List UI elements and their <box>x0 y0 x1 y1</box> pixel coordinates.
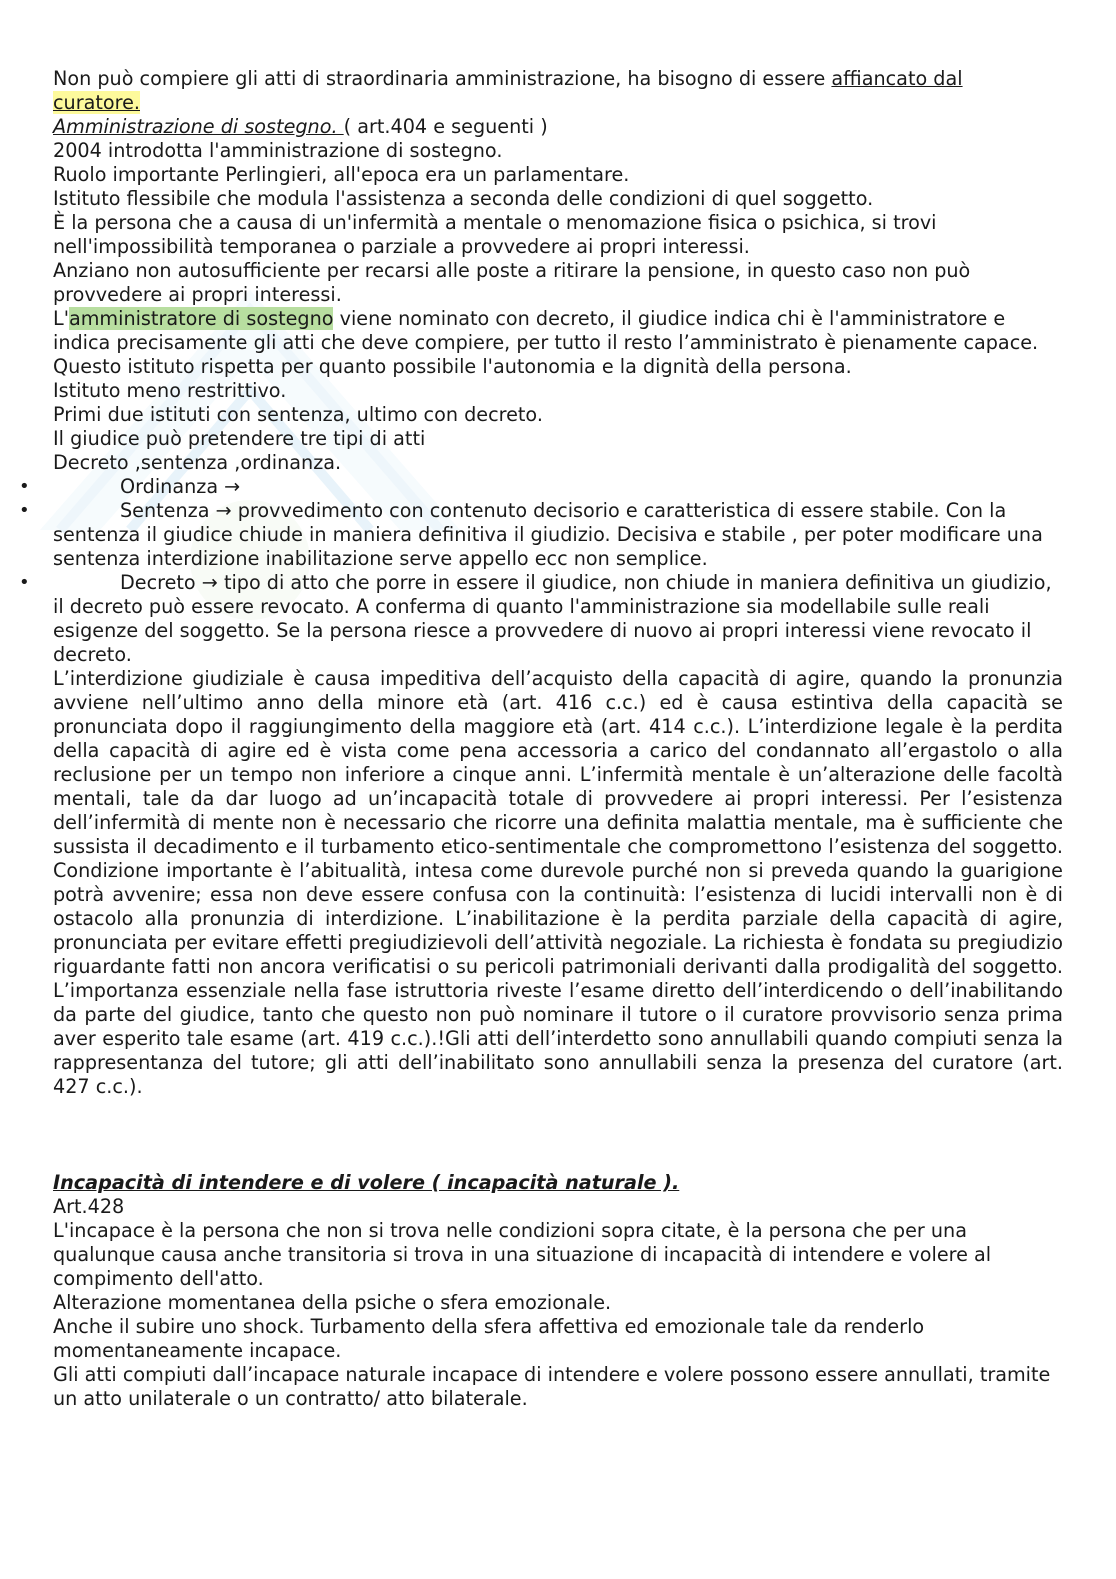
paragraph-straordinaria <box>53 67 1063 115</box>
article-reference: ( art.404 e seguenti ) <box>343 115 548 138</box>
bullet-icon: • <box>19 572 30 593</box>
line-atti-annullati: Gli atti compiuti dall’incapace naturale incapace di intendere e volere possono essere annullati, tramite un atto unilaterale o un contratto/ atto bilaterale. <box>53 1363 1051 1410</box>
line-incapace: L'incapace è la persona che non si trova nelle condizioni sopra citate, è la persona che per una qualunque causa anche transitoria si trova in una situazione di incapacità di intendere e volere al compimento dell'atto. <box>53 1219 992 1290</box>
line-amministratore <box>53 307 1063 355</box>
line-meno-restrittivo: Istituto meno restrittivo. <box>53 379 287 402</box>
line-shock: Anche il subire uno shock. Turbamento della sfera affettiva ed emozionale tale da renderlo momentaneamente incapace. <box>53 1315 925 1362</box>
bullet-sentenza <box>19 499 1063 571</box>
line-anziano: Anziano non autosufficiente per recarsi alle poste a ritirare la pensione, in questo caso non può provvedere ai propri interessi. <box>53 259 971 306</box>
section-title-incapacita: Incapacità di intendere e di volere ( incapacità naturale ). <box>53 1171 680 1194</box>
line-primi-due: Primi due istituti con sentenza, ultimo con decreto. <box>53 403 543 426</box>
paragraph-interdizione: L’interdizione giudiziale è causa impeditiva dell’acquisto della capacità di agire, quando la pronunzia avviene nell’ultimo anno della minore età (art. 416 c.c.) ed è causa estintiva della capacità se pronunciata dopo il raggiungimento della maggiore età (art. 414 c.c.). L’interdizione legale è la perdita della capacità di agire ed è vista come pena accessoria a carico del condannato all’ergastolo o alla reclusione per un tempo non inferiore a cinque anni. L’infermità mentale è un’alterazione delle facoltà mentali, tale da dar luogo ad un’incapacità totale di provvedere ai propri interessi. Per l’esistenza dell’infermità di mente non è necessario che ricorre una definita malattia mentale, ma è sufficiente che sussista il decadimento e il turbamento etico-sentimentale che compromettono l’esistenza del soggetto. Condizione importante è l’abitualità, intesa come durevole purché non si preveda quando la guarigione potrà avvenire; essa non deve essere confusa con la continuità: l’esistenza di lucidi intervalli non è di ostacolo alla pronunzia di interdizione. L’inabilitazione è la perdita parziale della capacità di agire, pronunciata per evitare effetti pregiudizievoli dell’attività negoziale. La richiesta è fondata su pregiudizio riguardante fatti non ancora verificatisi o su pericoli patrimoniali derivanti dalla prodigalità del soggetto. L’importanza essenziale nella fase istruttoria riveste l’esame diretto dell’interdicendo o dell’inabilitando da parte del giudice, tanto che questo non può nominare il tutore o il curatore provvisorio senza prima aver esperito tale esame (art. 419 c.c.).!Gli atti dell’interdetto sono annullabili quando compiuti senza la rappresentanza del tutore; gli atti dell’inabilitato sono annullabili senza la presenza del curatore (art. 427 c.c.). <box>53 667 1063 1098</box>
underlined-text: affiancato dal <box>831 67 963 90</box>
bullet-icon: • <box>19 500 30 521</box>
bullet-text: Decreto → tipo di atto che porre in essere il giudice, non chiude in maniera definitiva un giudizio, il decreto può essere revocato. A conferma di quanto l'amministrazione sia modellabile sulle reali esigenze del soggetto. Se la persona riesce a provvedere di nuovo ai propri interessi viene revocato il decreto. <box>53 571 1052 666</box>
bullet-icon: • <box>19 476 30 497</box>
line-2004: 2004 introdotta l'amministrazione di sostegno. <box>53 139 503 162</box>
heading-text: Amministrazione di sostegno. <box>53 115 344 138</box>
spacer <box>53 1099 1063 1171</box>
line-persona: È la persona che a causa di un'infermità a mentale o menomazione fisica o psichica, si trovi nell'impossibilità temporanea o parziale a provvedere ai propri interessi. <box>53 211 937 258</box>
heading-amministrazione-sostegno <box>53 115 1063 139</box>
bullet-text: Sentenza → provvedimento con contenuto decisorio e caratteristica di essere stabile. Con la sentenza il giudice chiude in maniera definitiva il giudizio. Decisiva e stabile , per poter modificare una sentenza interdizione inabilitazione serve appello ecc non semplice. <box>53 499 1043 570</box>
text-span: Non può compiere gli atti di straordinaria amministrazione, ha bisogno di essere <box>53 67 832 90</box>
bullet-text: Ordinanza → <box>120 475 241 498</box>
line-rispetta: Questo istituto rispetta per quanto possibile l'autonomia e la dignità della persona. <box>53 355 852 378</box>
line-decreto-list: Decreto ,sentenza ,ordinanza. <box>53 451 342 474</box>
document-body <box>19 67 1063 1411</box>
text-span: viene nominato con decreto, il giudice indica chi è l'amministratore e indica precisamente gli atti che deve compiere, per tutto il resto l’amministrato è pienamente capace. <box>53 307 1039 354</box>
line-ruolo: Ruolo importante Perlingieri, all'epoca era un parlamentare. <box>53 163 630 186</box>
text-span: L' <box>53 307 69 330</box>
highlighted-term: amministratore di sostegno <box>68 307 334 330</box>
line-art428: Art.428 <box>53 1195 125 1218</box>
bullet-decreto <box>19 571 1063 667</box>
line-alterazione: Alterazione momentanea della psiche o sfera emozionale. <box>53 1291 612 1314</box>
line-giudice: Il giudice può pretendere tre tipi di atti <box>53 427 426 450</box>
bullet-ordinanza <box>19 475 1063 499</box>
highlighted-text: curatore. <box>53 91 140 114</box>
line-istituto: Istituto flessibile che modula l'assistenza a seconda delle condizioni di quel soggetto. <box>53 187 874 210</box>
